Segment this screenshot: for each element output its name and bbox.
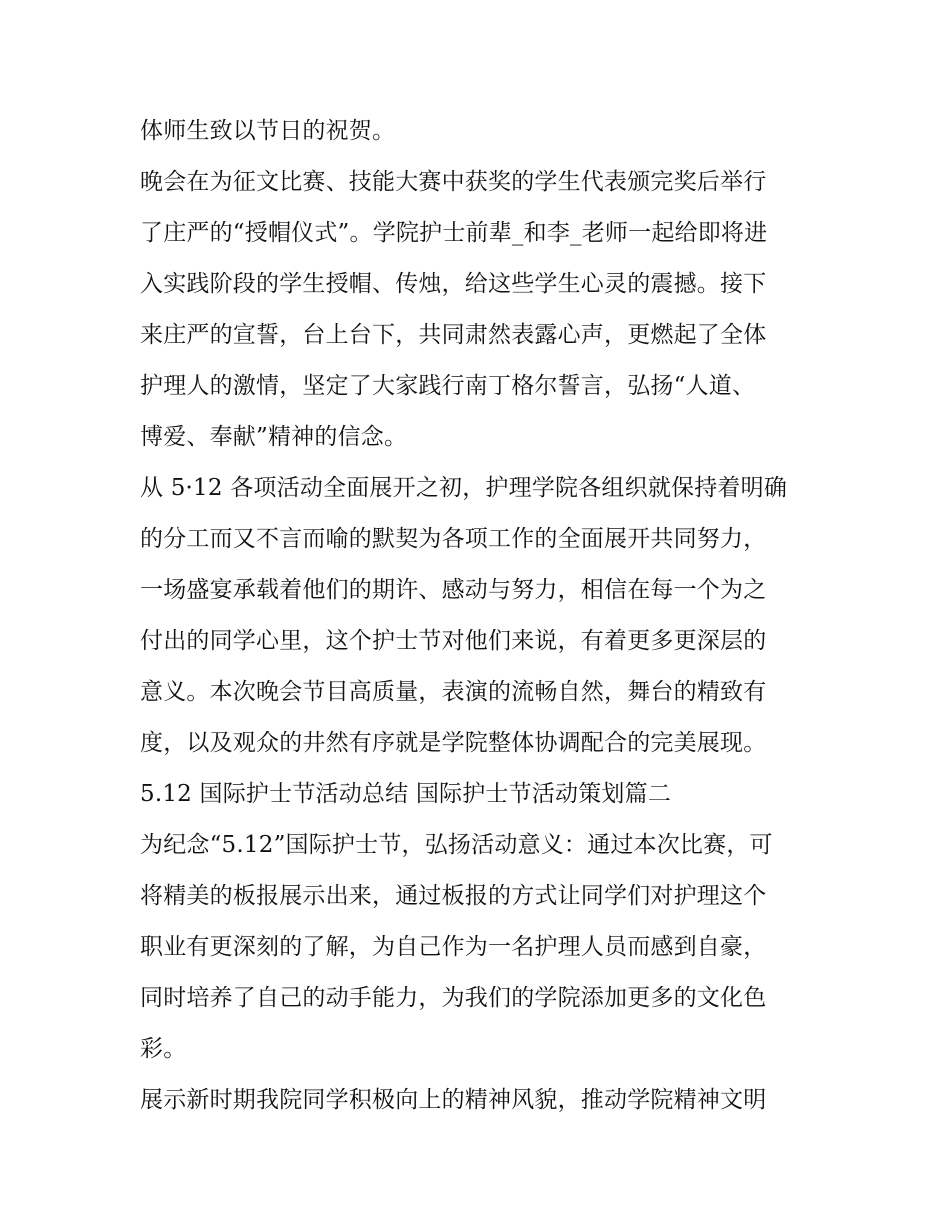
text-line-12: 意义。本次晚会节目高质量，表演的流畅自然，舞台的精致有 xyxy=(140,679,767,705)
text-line-10: 一场盛宴承载着他们的期许、感动与努力，相信在每一个为之 xyxy=(140,577,767,603)
text-line-15: 为纪念“5.12”国际护士节，弘扬活动意义：通过本次比赛，可 xyxy=(140,832,773,858)
text-line-2: 晚会在为征文比赛、技能大赛中获奖的学生代表颁完奖后举行 xyxy=(140,169,767,195)
text-line-19: 彩。 xyxy=(140,1036,187,1062)
section-heading-line: 5.12 国际护士节活动总结 国际护士节活动策划篇二 xyxy=(140,781,672,807)
text-line-13: 度，以及观众的井然有序就是学院整体协调配合的完美展现。 xyxy=(140,730,767,756)
text-line-9: 的分工而又不言而喻的默契为各项工作的全面展开共同努力， xyxy=(140,526,767,552)
text-line-1: 体师生致以节日的祝贺。 xyxy=(140,118,396,144)
text-line-18: 同时培养了自己的动手能力，为我们的学院添加更多的文化色 xyxy=(140,985,767,1011)
document-body xyxy=(140,106,820,1126)
text-line-17: 职业有更深刻的了解，为自己作为一名护理人员而感到自豪， xyxy=(140,934,767,960)
text-line-6: 护理人的激情，坚定了大家践行南丁格尔誓言，弘扬“人道、 xyxy=(140,373,756,399)
text-line-20: 展示新时期我院同学积极向上的精神风貌，推动学院精神文明 xyxy=(140,1087,767,1113)
text-line-11: 付出的同学心里，这个护士节对他们来说，有着更多更深层的 xyxy=(140,628,767,654)
text-line-4: 入实践阶段的学生授帽、传烛，给这些学生心灵的震撼。接下 xyxy=(140,271,767,297)
text-line-3: 了庄严的“授帽仪式”。学院护士前辈_和李_老师一起给即将进 xyxy=(140,220,768,246)
text-line-16: 将精美的板报展示出来，通过板报的方式让同学们对护理这个 xyxy=(140,883,767,909)
text-line-8: 从 5·12 各项活动全面展开之初，护理学院各组织就保持着明确 xyxy=(140,475,788,501)
text-line-7: 博爱、奉献”精神的信念。 xyxy=(140,424,408,450)
text-line-5: 来庄严的宣誓，台上台下，共同肃然表露心声，更燃起了全体 xyxy=(140,322,767,348)
